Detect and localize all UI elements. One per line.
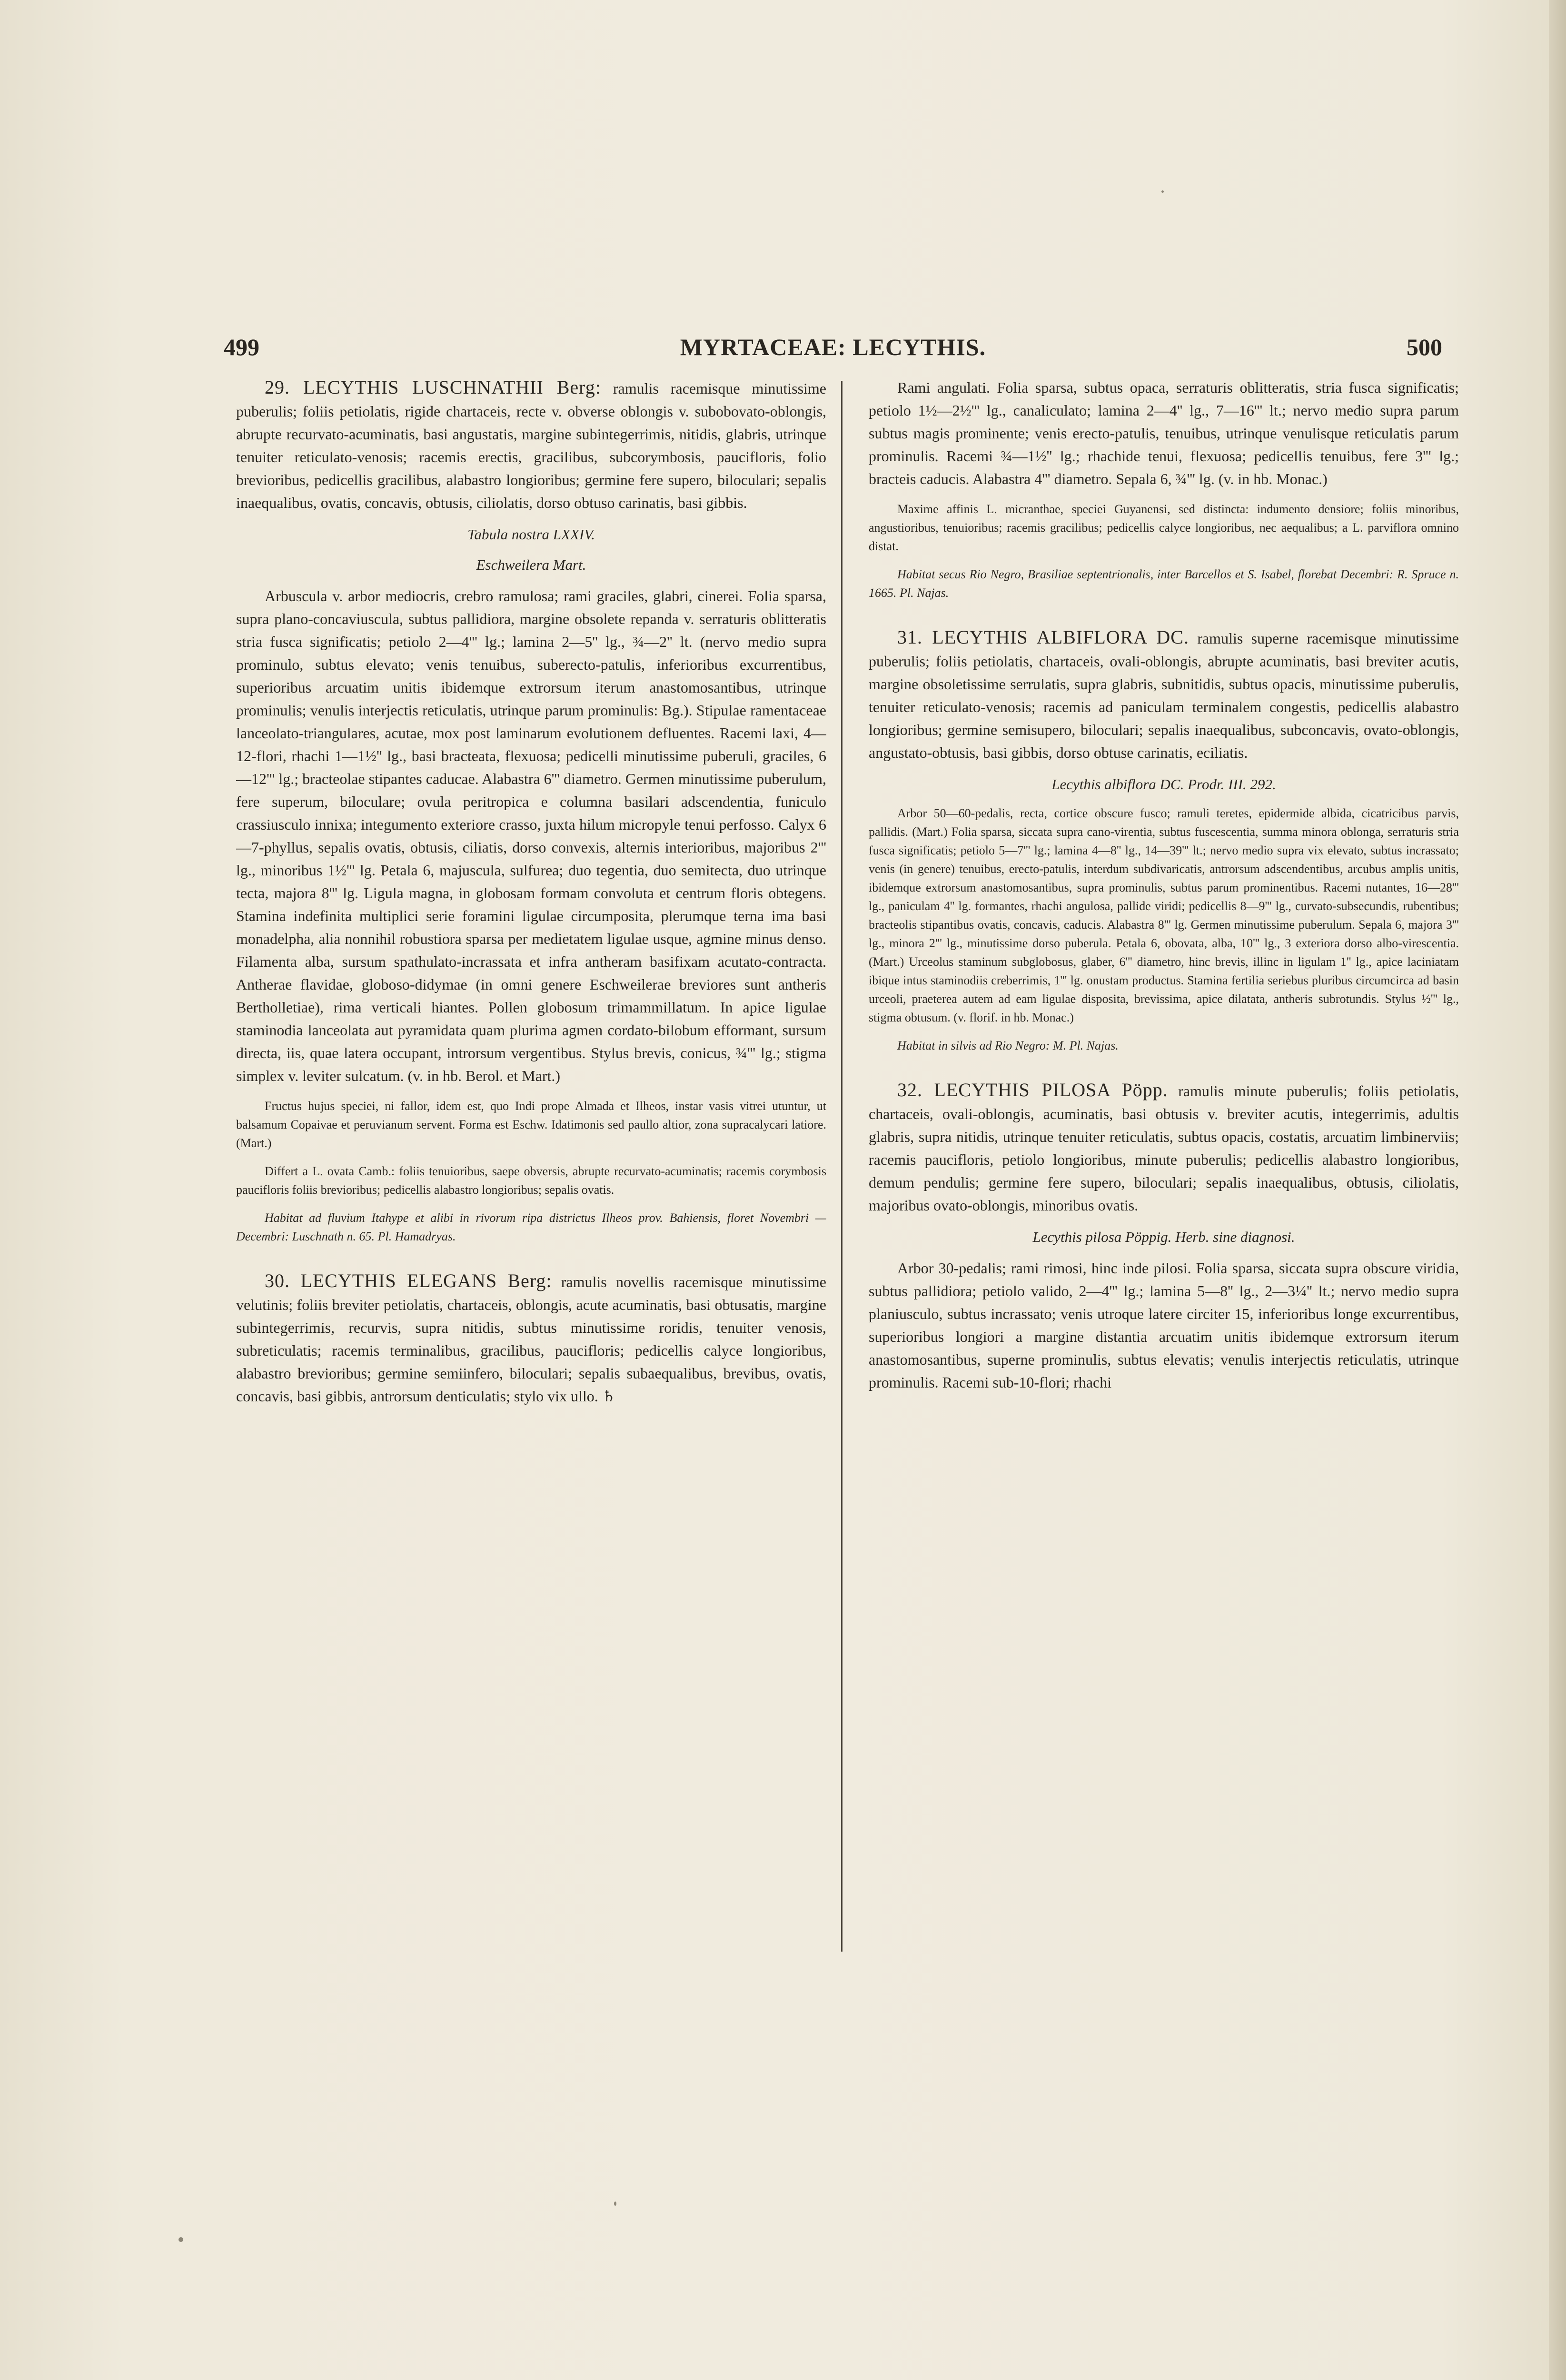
left-column xyxy=(236,376,826,1985)
right-column xyxy=(869,376,1459,1985)
species-29-note-fruit: Fructus hujus speciei, ni fallor, idem est, quo Indi prope Almada et Ilheos, instar vasis vitrei utuntur, ut balsamum Copaivae et peruvianum servent. Forma est Eschw. Idatimonis sed paullo altior, zona supracalycari latiore. (Mart.) xyxy=(236,1099,826,1150)
page-header xyxy=(224,333,1442,371)
species-31-ref: Lecythis albiflora DC. Prodr. III. 292. xyxy=(1051,776,1276,793)
species-32-diagnosis: ramulis minute puberulis; foliis petiolatis, chartaceis, ovali-oblongis, acuminatis, basi obtusis v. breviter acutis, integerrimis, adultis glabris, supra nitidis, utrinque tenuiter reticulatis, subtus opacis, costatis, arcuatim limbinerviis; racemis paucifloris, petiolo longioribus, minute puberulis; pedicellis alabastro longioribus, demum pendulis; germine fere supero, biloculari; sepalis inaequalibus, obtusis, ciliolatis, majoribus ovato-oblongis, minoribus ovatis. xyxy=(869,1082,1459,1214)
spacer xyxy=(869,1064,1459,1079)
species-30-note: Maxime affinis L. micranthae, speciei Guyanensi, sed distincta: indumento densiore; foliis minoribus, angustioribus, tenuioribus; racemis gracilibus; pedicellis calyce longioribus, nec aequalibus; a L. parviflora omnino distat. xyxy=(869,502,1459,553)
species-32-entry xyxy=(869,1079,1459,1217)
species-29-note-differs: Differt a L. ovata Camb.: foliis tenuioribus, saepe obversis, abrupte recurvato-acuminatis; racemis corymbosis paucifloris foliis brevioribus; pedicellis alabastro longioribus; sepalis ovatis. xyxy=(236,1164,826,1197)
paper-speck xyxy=(178,2237,183,2242)
species-30-diagnosis: ramulis novellis racemisque minutissime velutinis; foliis breviter petiolatis, chartaceis, oblongis, acute acuminatis, basi obtusatis, margine subintegerrimis, recurvis, supra nitidis, subtus minutissime roridis, tenuiter venosis, subreticulatis; racemis terminalibus, gracilibus, paucifloris; pedicellis calyce longioribus, alabastro brevioribus; germine semiinfero, biloculari; sepalis subaequalibus, brevibus, ovatis, concavis, basi gibbis, antrorsum denticulatis; stylo vix ullo. ♄ xyxy=(236,1273,826,1405)
species-32-heading: 32. LECYTHIS PILOSA Pöpp. xyxy=(897,1079,1168,1101)
species-29-heading: 29. LECYTHIS LUSCHNATHII Berg: xyxy=(265,377,601,398)
page-number-right: 500 xyxy=(1407,334,1442,360)
species-29-entry xyxy=(236,376,826,514)
species-29-habitat: Habitat ad fluvium Itahype et alibi in rivorum ripa districtus Ilheos prov. Bahiensis, floret Novembri — Decembri: Luschnath n. 65. Pl. Hamadryas. xyxy=(236,1211,826,1243)
page-edge xyxy=(1549,0,1566,2380)
column-divider xyxy=(841,381,842,1952)
paper-speck xyxy=(1161,190,1164,193)
page-number-left: 499 xyxy=(224,334,259,360)
species-29-synonym-ref: Eschweilera Mart. xyxy=(476,556,586,573)
species-31-heading: 31. LECYTHIS ALBIFLORA DC. xyxy=(897,626,1189,648)
species-31-diagnosis: ramulis superne racemisque minutissime puberulis; foliis petiolatis, chartaceis, ovali-oblongis, abrupte acuminatis, basi breviter acutis, margine obsoletissime serrulatis, supra glabris, subnitidis, subtus opacis, minutissime puberulis, tenuiter reticulato-venosis; racemis ad paniculam terminalem congestis, pedicellis alabastro longioribus; germine semisupero, biloculari; sepalis inaequalibus, subconcavis, ovato-oblongis, angustato-obtusis, basi gibbis, dorso obtuse carinatis, eciliatis. xyxy=(869,630,1459,761)
paper-speck xyxy=(614,2202,616,2206)
species-31-entry xyxy=(869,626,1459,764)
species-29-plate-ref: Tabula nostra LXXIV. xyxy=(467,526,595,543)
species-29-description: Arbuscula v. arbor mediocris, crebro ramulosa; rami graciles, glabri, cinerei. Folia sparsa, supra plano-concaviuscula, subtus pallidiora, margine obsolete repanda v. serraturis oblitteratis stria fusca significatis; petiolo 2—4''' lg.; lamina 2—5'' lg., ¾—2'' lt. (nervo medio supra prominulo, subtus elevato; venis tenuibus, suberecto-patulis, inferioribus excurrentibus, superioribus arcuatim unitis ibidemque extrorsum iterum anastomosantibus, utrinque prominulis; venulis interjectis reticulatis, utrinque parum prominulis: Bg.). Stipulae ramentaceae lanceolato-triangulares, acutae, mox post laminarum evolutionem defluentes. Racemi laxi, 4—12-flori, rhachi 1—1½'' lg., basi bracteata, flexuosa; pedicelli minutissime puberuli, graciles, 6—12''' lg.; bracteolae stipantes caducae. Alabastra 6''' diametro. Germen minutissime puberulum, fere superum, biloculare; ovula peritropica e columna basilari adscendentia, funiculo crassiusculo innixa; integumento exteriore crasso, juxta hilum micropyle tenui perfosso. Calyx 6—7-phyllus, sepalis ovatis, obtusis, ciliatis, dorso convexis, alternis interioribus, majoribus 2''' lg., minoribus 1½''' lg. Petala 6, majuscula, sulfurea; duo tegentia, duo semitecta, duo utrinque tecta, majora 8''' lg. Ligula magna, in globosam formam convoluta et centrum floris obtegens. Stamina indefinita multiplici serie foramini ligulae circumposita, plerumque terna ima basi monadelpha, alia nonnihil robustiora sparsa per medietatem ligulae usque, agmine minus denso. Filamenta alba, sursum spathulato-incrassata et infra antheram basifixam acutato-contracta. Antherae flavidae, globoso-didymae (in omni genere Eschweilerae breviores sunt antheris Bertholletiae), rima verticali hiantes. Pollen globosum trimammillatum. In apice ligulae staminodia lanceolata aut pyramidata quam plurima agmen cordato-bilobum efformant, sursum directa, iis, quae latera occupant, introrsum vergentibus. Stylus brevis, conicus, ¾''' lg.; stigma simplex v. leviter sulcatum. (v. in hb. Berol. et Mart.) xyxy=(236,587,826,1084)
species-30-description: Rami angulati. Folia sparsa, subtus opaca, serraturis oblitteratis, stria fusca significatis; petiolo 1½—2½''' lg., canaliculato; lamina 2—4'' lg., 7—16''' lt.; nervo medio supra parum subtus magis prominente; venis erecto-patulis, tenuibus, utrinque venulisque reticulatis parum prominulis. Racemi ¾—1½'' lg.; rhachide tenui, flexuosa; pedicellis tenuibus, fere 3''' lg.; bracteis caducis. Alabastra 4''' diametro. Sepala 6, ¾''' lg. (v. in hb. Monac.) xyxy=(869,379,1459,487)
spacer xyxy=(869,612,1459,626)
species-31-description: Arbor 50—60-pedalis, recta, cortice obscure fusco; ramuli teretes, epidermide albida, cicatricibus parvis, pallidis. (Mart.) Folia sparsa, siccata supra cano-virentia, subtus fuscescentia, summa minora oblonga, serraturis stria fusca significatis; petiolo 5—7''' lg.; lamina 4—8'' lg., 14—39''' lt.; nervo medio supra vix elevato, subtus incrassato; venis (in genere) tenuibus, erecto-patulis, interdum subdivaricatis, antrorsum adscendentibus, arcubus amplis unitis, ibidemque extrorsum anastomosantibus, supra prominulis, subtus parum prominentibus. Racemi nutantes, 16—28''' lg., paniculam 4'' lg. formantes, rhachi angulosa, pallide viridi; pedicellis 8—9''' lg., curvato-subsecundis, rubentibus; bracteolis stipantibus ovatis, concavis, caducis. Alabastra 8''' lg. Germen minutissime puberulum. Sepala 6, majora 3''' lg., minora 2''' lg., minutissime dorso puberula. Petala 6, obovata, alba, 10''' lg., 3 exteriora dorso albo-virescentia. (Mart.) Urceolus staminum subglobosus, glaber, 6''' diametro, hinc brevis, illinc in ligulam 1'' lg., apice laciniatam ibique intus staminodiis creberrimis, 1''' lg. onustam productus. Stamina fertilia seriebus pluribus circumcirca ad basin urceoli, praeterea autem ad eam ligulae disposita, brevissima, apice dilatata, antheris subrotundis. Stylus ½''' lg., stigma obtusum. (v. florif. in hb. Monac.) xyxy=(869,806,1459,1024)
species-32-description: Arbor 30-pedalis; rami rimosi, hinc inde pilosi. Folia sparsa, siccata supra obscure viridia, subtus pallidiora; petiolo valido, 2—4''' lg.; lamina 5—8'' lg., 2—3¼'' lt.; nervo medio supra planiusculo, subtus incrassato; venis utroque latere circiter 15, inferioribus longe excurrentibus, superioribus longiori a margine distantia arcuatim unitis ibidemque extrorsum iterum anastomosantibus, superne prominulis, subtus elevatis; venulis interjectis reticulatis, utrinque prominulis. Racemi sub-10-flori; rhachi xyxy=(869,1259,1459,1391)
species-30-habitat: Habitat secus Rio Negro, Brasiliae septentrionalis, inter Barcellos et S. Isabel, florebat Decembri: R. Spruce n. 1665. Pl. Najas. xyxy=(869,567,1459,600)
species-30-heading: 30. LECYTHIS ELEGANS Berg: xyxy=(265,1270,552,1291)
species-30-entry xyxy=(236,1269,826,1408)
species-29-diagnosis: ramulis racemisque minutissime puberulis; foliis petiolatis, rigide chartaceis, recte v. obverse oblongis v. subobovato-oblongis, abrupte recurvato-acuminatis, basi angustatis, margine subintegerrimis, nitidis, glabris, utrinque tenuiter reticulato-venosis; racemis erectis, gracilibus, subcorymbosis, paucifloris, folio brevioribus, pedicellis gracilibus, alabastro longioribus; germine fere supero, biloculari; sepalis inaequalibus, ovatis, concavis, obtusis, ciliolatis, dorso obtuso carinatis, basi gibbis. xyxy=(236,380,826,511)
spacer xyxy=(236,1255,826,1269)
species-31-habitat: Habitat in silvis ad Rio Negro: M. Pl. Najas. xyxy=(897,1039,1119,1052)
species-32-ref: Lecythis pilosa Pöppig. Herb. sine diagnosi. xyxy=(1032,1229,1295,1245)
running-title: MYRTACEAE: LECYTHIS. xyxy=(680,334,986,360)
